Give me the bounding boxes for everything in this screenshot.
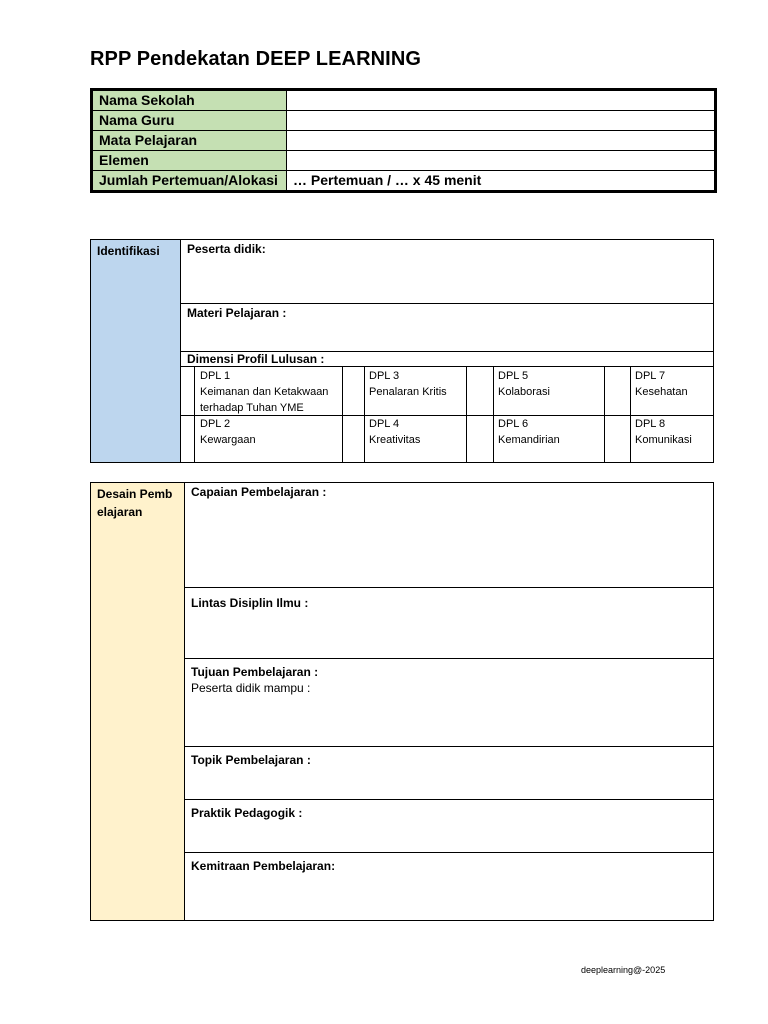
field-jumlah-pertemuan[interactable]: … Pertemuan / … x 45 menit xyxy=(287,171,716,192)
label-nama-sekolah: Nama Sekolah xyxy=(92,90,287,111)
dpl-7-code: DPL 7 xyxy=(635,370,666,382)
dpl-4-name: Kreativitas xyxy=(369,434,421,446)
kemitraan-pembelajaran-label: Kemitraan Pembelajaran: xyxy=(191,859,336,873)
materi-pelajaran-cell[interactable] xyxy=(181,304,713,352)
dpl-5-name: Kolaborasi xyxy=(498,386,550,398)
table-row xyxy=(92,131,716,151)
dpl-2-cell xyxy=(196,415,342,449)
peserta-didik-label: Peserta didik: xyxy=(187,242,266,256)
field-nama-guru[interactable] xyxy=(287,111,716,131)
dpl-2-code: DPL 2 xyxy=(200,418,231,430)
dpl-3-cell xyxy=(365,367,466,401)
tujuan-pembelajaran-label: Tujuan Pembelajaran : xyxy=(191,665,319,679)
praktik-pedagogik-cell[interactable] xyxy=(185,800,713,853)
table-row xyxy=(92,111,716,131)
lintas-disiplin-label: Lintas Disiplin Ilmu : xyxy=(191,596,309,610)
footer-text: deeplearning@-2025 xyxy=(581,965,666,975)
label-elemen: Elemen xyxy=(92,151,287,171)
dpl-8-cell xyxy=(631,415,715,449)
peserta-didik-cell[interactable] xyxy=(181,240,713,304)
dpl-5-code: DPL 5 xyxy=(498,370,529,382)
tujuan-sub-label: Peserta didik mampu : xyxy=(191,681,311,695)
dpl-1-code: DPL 1 xyxy=(200,370,231,382)
desain-pembelajaran-section xyxy=(90,482,714,921)
field-elemen[interactable] xyxy=(287,151,716,171)
topik-pembelajaran-cell[interactable] xyxy=(185,747,713,800)
dpl-5-cell xyxy=(494,367,604,401)
capaian-pembelajaran-label: Capaian Pembelajaran : xyxy=(191,485,327,499)
field-nama-sekolah[interactable] xyxy=(287,90,716,111)
dimensi-profil-cell xyxy=(181,352,713,366)
dpl-6-name: Kemandirian xyxy=(498,434,560,446)
identifikasi-section xyxy=(90,239,714,463)
tujuan-pembelajaran-cell[interactable] xyxy=(185,659,713,747)
dpl-grid xyxy=(181,366,713,462)
label-jumlah-pertemuan: Jumlah Pertemuan/Alokasi xyxy=(92,171,287,192)
school-info-table xyxy=(90,88,717,193)
dpl-1-cell xyxy=(196,367,342,417)
kemitraan-pembelajaran-cell[interactable] xyxy=(185,853,713,920)
field-mata-pelajaran[interactable] xyxy=(287,131,716,151)
dpl-1-name: Keimanan dan Ketakwaan terhadap Tuhan YME xyxy=(200,386,329,414)
dpl-6-code: DPL 6 xyxy=(498,418,529,430)
dpl-4-code: DPL 4 xyxy=(369,418,400,430)
desain-side-label: Desain Pembelajaran xyxy=(91,483,185,920)
praktik-pedagogik-label: Praktik Pedagogik : xyxy=(191,806,303,820)
label-nama-guru: Nama Guru xyxy=(92,111,287,131)
page-title: RPP Pendekatan DEEP LEARNING xyxy=(90,48,422,70)
dpl-8-code: DPL 8 xyxy=(635,418,666,430)
label-mata-pelajaran: Mata Pelajaran xyxy=(92,131,287,151)
dpl-2-name: Kewargaan xyxy=(200,434,256,446)
table-row xyxy=(92,171,716,192)
dpl-6-cell xyxy=(494,415,604,449)
dpl-7-name: Kesehatan xyxy=(635,386,688,398)
identifikasi-side-label: Identifikasi xyxy=(91,240,181,462)
dpl-8-name: Komunikasi xyxy=(635,434,692,446)
dpl-4-cell xyxy=(365,415,466,449)
capaian-pembelajaran-cell[interactable] xyxy=(185,483,713,588)
dpl-3-name: Penalaran Kritis xyxy=(369,386,447,398)
lintas-disiplin-cell[interactable] xyxy=(185,588,713,659)
table-row xyxy=(92,151,716,171)
dpl-7-cell xyxy=(631,367,715,401)
table-row xyxy=(92,90,716,111)
dimensi-profil-label: Dimensi Profil Lulusan : xyxy=(187,352,325,366)
dpl-3-code: DPL 3 xyxy=(369,370,400,382)
materi-pelajaran-label: Materi Pelajaran : xyxy=(187,306,287,320)
topik-pembelajaran-label: Topik Pembelajaran : xyxy=(191,753,311,767)
